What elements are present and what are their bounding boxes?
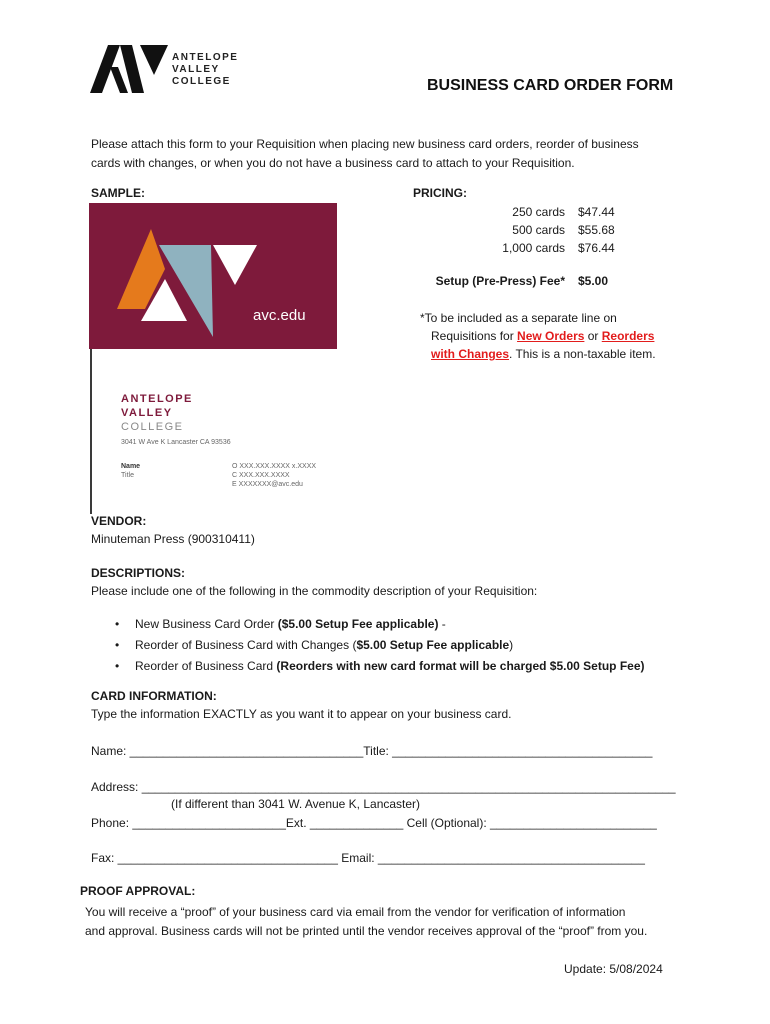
fax-email-field[interactable]: Fax: _________________________________ Email: ________________________________________: [91, 851, 645, 865]
pricing-qty-250: 250 cards: [512, 205, 565, 219]
pricing-price-250: $47.44: [578, 205, 615, 219]
college-logo-icon: [90, 45, 168, 93]
address-note: (If different than 3041 W. Avenue K, Lancaster): [171, 797, 421, 811]
list-item-text: Reorder of Business Card: [135, 659, 277, 673]
pricing-note-line-2: [420, 327, 680, 345]
card-back-address: 3041 W Ave K Lancaster CA 93536: [121, 439, 231, 446]
name-title-field[interactable]: Name: ___________________________________Title: _______________________________________: [91, 744, 653, 758]
card-info-instructions: Type the information EXACTLY as you want it to appear on your business card.: [91, 707, 512, 721]
list-item-bold: $5.00 Setup Fee applicable: [356, 638, 510, 652]
proof-approval-text: [85, 903, 647, 941]
card-back-title-label: Title: [121, 472, 134, 479]
card-front-logo-icon: [89, 203, 337, 349]
list-item: • Reorder of Business Card with Changes ($5.00 Setup Fee applicable): [115, 638, 514, 652]
card-back-contact-cell: C XXX.XXX.XXXX: [232, 472, 290, 479]
setup-fee-label: Setup (Pre-Press) Fee*: [435, 274, 565, 288]
vendor-label: VENDOR:: [91, 514, 147, 528]
address-field[interactable]: Address: ________________________________________________________________________________: [91, 780, 676, 794]
proof-line-2: and approval. Business cards will not be printed until the vendor receives approval of the “proof” from you.: [85, 924, 648, 938]
page-title: BUSINESS CARD ORDER FORM: [427, 77, 674, 94]
list-item: • Reorder of Business Card (Reorders with new card format will be charged $5.00 Setup Fee): [115, 659, 645, 673]
card-back-contact: [232, 462, 316, 489]
sample-label: SAMPLE:: [91, 186, 145, 200]
logo-line-2: VALLEY: [172, 64, 220, 75]
pricing-note: [420, 309, 680, 363]
pricing-note-suffix: . This is a non-taxable item.: [509, 347, 656, 361]
intro-line-1: Please attach this form to your Requisition when placing new business card orders, reorder of business: [91, 137, 639, 151]
logo-line-1: ANTELOPE: [172, 52, 239, 63]
card-back-college-line-3: COLLEGE: [121, 421, 184, 433]
card-front-url: avc.edu: [253, 307, 306, 324]
intro-paragraph: [91, 135, 691, 173]
list-item-tail: ): [509, 638, 514, 652]
pricing-qty-500: 500 cards: [512, 223, 565, 237]
descriptions-list: [115, 614, 645, 677]
intro-line-2: cards with changes, or when you do not have a business card to attach to your Requisition.: [91, 156, 575, 170]
pricing-qty-1000: 1,000 cards: [502, 241, 565, 255]
logo-line-3: COLLEGE: [172, 76, 231, 87]
college-logo-text: [172, 52, 238, 88]
setup-fee-price: $5.00: [578, 274, 609, 288]
pricing-note-prefix: Requisitions for: [431, 329, 518, 343]
list-item-bold: ($5.00 Setup Fee applicable): [277, 617, 439, 631]
pricing-price-500: $55.68: [578, 223, 615, 237]
with-changes-link[interactable]: with Changes: [431, 347, 510, 361]
phone-ext-cell-field[interactable]: Phone: _______________________Ext. ______________ Cell (Optional): _________________________: [91, 816, 657, 830]
card-back-contact-email: E XXXXXXX@avc.edu: [232, 481, 303, 488]
card-back-college-line-2: VALLEY: [121, 407, 173, 419]
list-item-text: New Business Card Order: [135, 617, 278, 631]
descriptions-label: DESCRIPTIONS:: [91, 566, 186, 580]
card-back-college-line-1: ANTELOPE: [121, 393, 193, 405]
list-item: • New Business Card Order ($5.00 Setup Fee applicable) -: [115, 617, 446, 631]
list-item-tail: -: [438, 617, 446, 631]
update-date: Update: 5/08/2024: [564, 962, 663, 976]
pricing-label: PRICING:: [413, 186, 467, 200]
pricing-price-1000: $76.44: [578, 241, 615, 255]
sample-card-front: [89, 203, 337, 349]
reorders-link[interactable]: Reorders: [601, 329, 655, 343]
proof-approval-label: PROOF APPROVAL:: [80, 884, 196, 898]
pricing-note-line-3: [420, 345, 680, 363]
list-item-text: Reorder of Business Card with Changes (: [135, 638, 357, 652]
descriptions-instructions: Please include one of the following in the commodity description of your Requisition:: [91, 584, 538, 598]
new-orders-link[interactable]: New Orders: [517, 329, 585, 343]
card-back-contact-office: O XXX.XXX.XXXX x.XXXX: [232, 463, 317, 470]
list-item-bold: (Reorders with new card format will be charged $5.00 Setup Fee): [276, 659, 645, 673]
pricing-note-or: or: [584, 329, 602, 343]
proof-line-1: You will receive a “proof” of your business card via email from the vendor for verification of information: [85, 905, 626, 919]
card-back-college-name: [121, 392, 193, 434]
vendor-value: Minuteman Press (900310411): [91, 532, 255, 546]
pricing-note-line-1: *To be included as a separate line on: [420, 311, 617, 325]
card-info-label: CARD INFORMATION:: [91, 689, 217, 703]
card-back-name-label: Name: [121, 463, 141, 470]
